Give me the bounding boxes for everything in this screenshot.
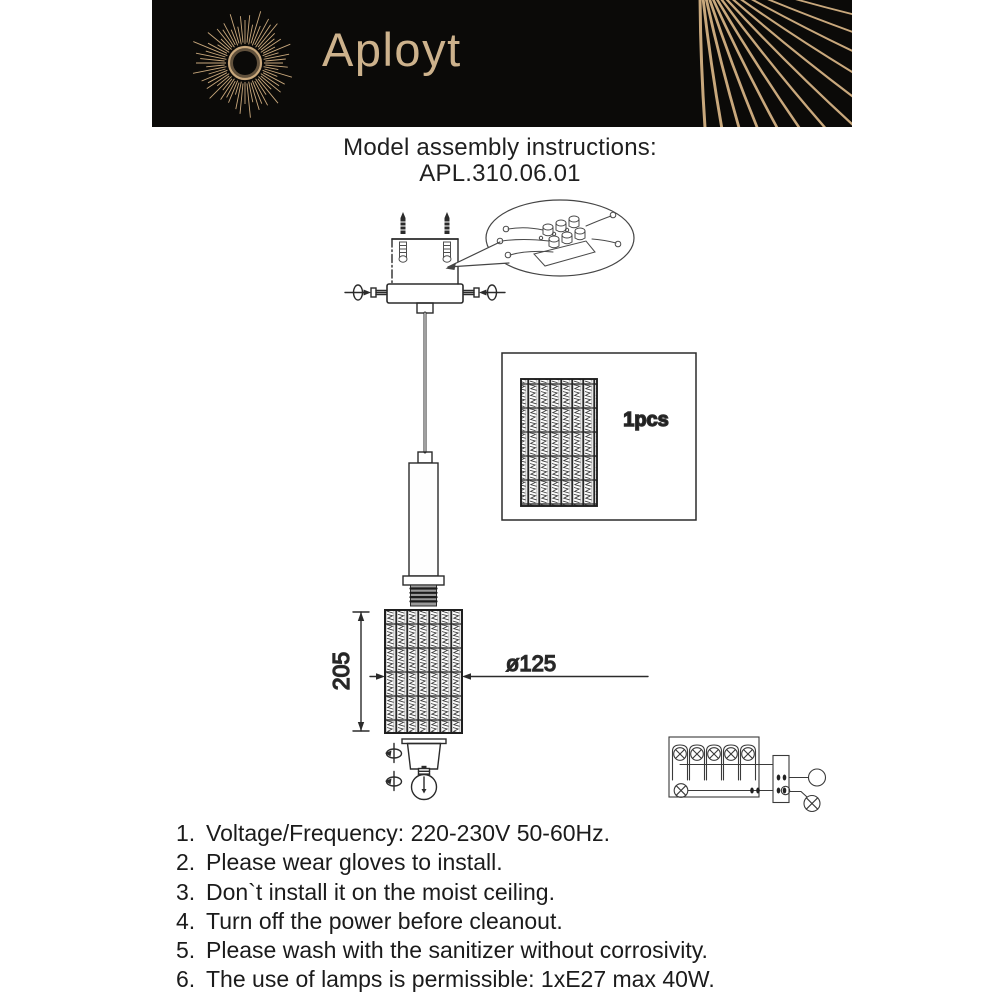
item-number: 5. (176, 937, 196, 964)
item-text: Please wash with the sanitizer without corrosivity. (206, 937, 708, 964)
lamp-tube-drawing (403, 463, 444, 606)
instruction-item (176, 965, 856, 994)
item-text: Voltage/Frequency: 220-230V 50-60Hz. (206, 820, 611, 846)
rotate-arrow-right-icon (479, 285, 505, 300)
item-text: Don`t install it on the moist ceiling. (206, 878, 555, 905)
suspension-cable (418, 313, 432, 463)
light-bulb-icon (412, 766, 437, 800)
model-number: APL.310.06.01 (419, 160, 581, 187)
instruction-item (176, 907, 856, 936)
instruction-list (176, 819, 856, 995)
height-dimension-label: 205 (328, 651, 354, 691)
instruction-item (176, 819, 856, 848)
rotate-arrow-bulb-icon (385, 772, 402, 791)
item-number: 1. (176, 820, 196, 846)
item-text: Please wear gloves to install. (206, 849, 503, 876)
banner-art (152, 0, 852, 127)
ceiling-canopy-drawing (387, 239, 463, 313)
height-dimension (328, 612, 369, 731)
rotate-arrow-left-icon (345, 285, 371, 300)
parts-count-label: 1pcs (623, 409, 669, 431)
decorative-rays-icon (700, 0, 852, 127)
item-number: 2. (176, 849, 196, 876)
assembly-diagram (150, 195, 910, 825)
brand-name: Aployt (322, 23, 462, 76)
item-number: 4. (176, 907, 196, 934)
brand-banner (152, 0, 852, 127)
item-number: 6. (176, 966, 196, 993)
item-number: 3. (176, 878, 196, 905)
crystal-shade-drawing (385, 610, 462, 733)
item-text: The use of lamps is permissible: 1xE27 max 40W. (206, 966, 715, 993)
instruction-item (176, 878, 856, 907)
instruction-item (176, 848, 856, 877)
rotate-arrow-socket-icon (385, 744, 402, 763)
wiring-diagram (669, 737, 826, 812)
item-text: Turn off the power before cleanout. (206, 907, 563, 934)
mounting-screws-icon (399, 212, 451, 262)
parts-box (502, 353, 696, 520)
logo-center-disc (233, 51, 257, 75)
socket-cup-drawing (402, 739, 446, 769)
instruction-item (176, 936, 856, 965)
diameter-dimension-label: ø125 (505, 651, 557, 676)
title-block (0, 135, 1000, 187)
page-title: Model assembly instructions: (343, 134, 657, 161)
